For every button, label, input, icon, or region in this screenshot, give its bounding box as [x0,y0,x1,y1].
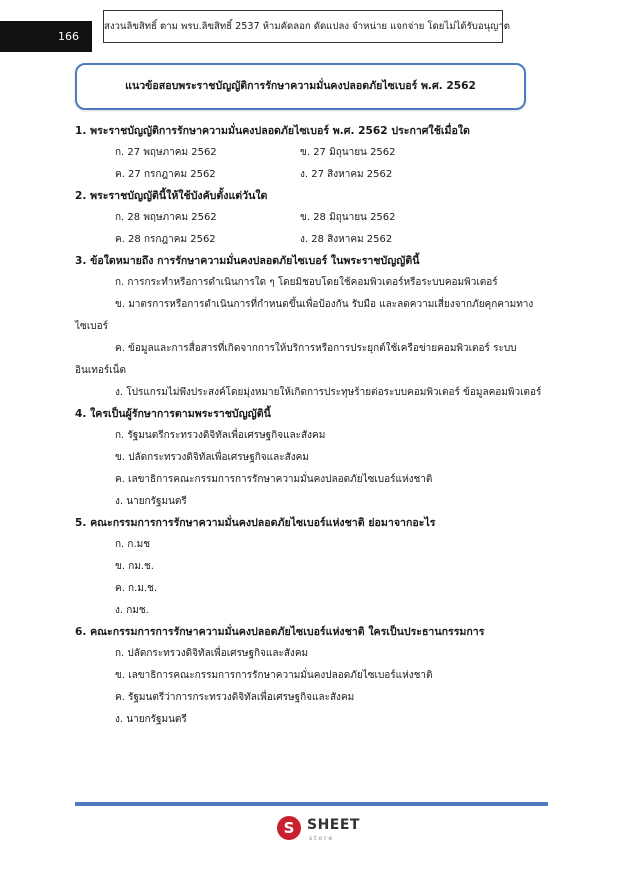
question-2-options [75,207,545,251]
option-a: ก. รัฐมนตรีกระทรวงดิจิทัลเพื่อเศรษฐกิจและสังคม [115,430,326,441]
question-3-options [75,272,545,404]
option-a: ก. การกระทำหรือการดำเนินการใด ๆ โดยมิชอบโดยใช้คอมพิวเตอร์หรือระบบคอมพิวเตอร์ [115,277,498,288]
option-b: ข. มาตรการหรือการดำเนินการที่กำหนดขึ้นเพื่อป้องกัน รับมือ และลดความเสี่ยงจากภัยคุกคามทางไซเบอร์ [75,299,534,332]
footer-divider [75,802,548,806]
question-4: 4. ใครเป็นผู้รักษาการตามพระราชบัญญัตินี้ [75,408,271,420]
question-4-options [75,425,545,513]
page-number: 166 [0,21,92,52]
question-3: 3. ข้อใดหมายถึง การรักษาความมั่นคงปลอดภัยไซเบอร์ ในพระราชบัญญัตินี้ [75,255,420,267]
option-a: ก. 28 พฤษภาคม 2562 [115,212,217,223]
option-a: ก. ปลัดกระทรวงดิจิทัลเพื่อเศรษฐกิจและสังคม [115,648,309,659]
question-1: 1. พระราชบัญญัติการรักษาความมั่นคงปลอดภัยไซเบอร์ พ.ศ. 2562 ประกาศใช้เมื่อใด [75,125,470,137]
option-c: ค. เลขาธิการคณะกรรมการการรักษาความมั่นคงปลอดภัยไซเบอร์แห่งชาติ [115,474,433,485]
question-2: 2. พระราชบัญญัตินี้ให้ใช้บังคับตั้งแต่วันใด [75,190,268,202]
option-a: ก. ก.มช [115,539,151,550]
option-d: ง. โปรแกรมไม่พึงประสงค์โดยมุ่งหมายให้เกิดการประทุษร้ายต่อระบบคอมพิวเตอร์ ข้อมูลคอมพิวเตอร์ [115,387,542,398]
option-d: ง. กมช. [115,605,149,616]
option-b: ข. 27 มิถุนายน 2562 [300,147,396,158]
option-d: ง. 28 สิงหาคม 2562 [300,234,393,245]
option-a: ก. 27 พฤษภาคม 2562 [115,147,217,158]
logo-s-icon: S [277,816,301,840]
option-c: ค. ข้อมูลและการสื่อสารที่เกิดจากการให้บริการหรือการประยุกต์ใช้เครือข่ายคอมพิวเตอร์ ระบบอินเทอร์เน็ต [75,343,517,376]
option-d: ง. นายกรัฐมนตรี [115,714,187,725]
logo-wordmark: SHEET [307,817,360,833]
option-c: ค. ก.ม.ช. [115,583,158,594]
question-6: 6. คณะกรรมการการรักษาความมั่นคงปลอดภัยไซเบอร์แห่งชาติ ใครเป็นประธานกรรมการ [75,626,485,638]
option-c: ค. รัฐมนตรีว่าการกระทรวงดิจิทัลเพื่อเศรษฐกิจและสังคม [115,692,355,703]
logo-subtext: store [309,835,335,842]
question-list [75,121,545,731]
option-d: ง. นายกรัฐมนตรี [115,496,187,507]
option-b: ข. กม.ช. [115,561,154,572]
option-b: ข. 28 มิถุนายน 2562 [300,212,396,223]
option-b: ข. ปลัดกระทรวงดิจิทัลเพื่อเศรษฐกิจและสังคม [115,452,309,463]
question-5-options [75,534,545,622]
option-c: ค. 27 กรกฎาคม 2562 [115,169,216,180]
option-c: ค. 28 กรกฎาคม 2562 [115,234,216,245]
question-6-options [75,643,545,731]
question-5: 5. คณะกรรมการการรักษาความมั่นคงปลอดภัยไซเบอร์แห่งชาติ ย่อมาจากอะไร [75,517,436,529]
option-d: ง. 27 สิงหาคม 2562 [300,169,393,180]
sheet-store-logo [277,816,367,844]
option-b: ข. เลขาธิการคณะกรรมการการรักษาความมั่นคงปลอดภัยไซเบอร์แห่งชาติ [115,670,433,681]
copyright-notice: สงวนลิขสิทธิ์ ตาม พรบ.ลิขสิทธิ์ 2537 ห้ามคัดลอก ดัดแปลง จำหน่าย แจกจ่าย โดยไม่ได้รับอนุญาต [103,10,503,43]
question-1-options [75,142,545,186]
page-title: แนวข้อสอบพระราชบัญญัติการรักษาความมั่นคงปลอดภัยไซเบอร์ พ.ศ. 2562 [75,63,526,110]
